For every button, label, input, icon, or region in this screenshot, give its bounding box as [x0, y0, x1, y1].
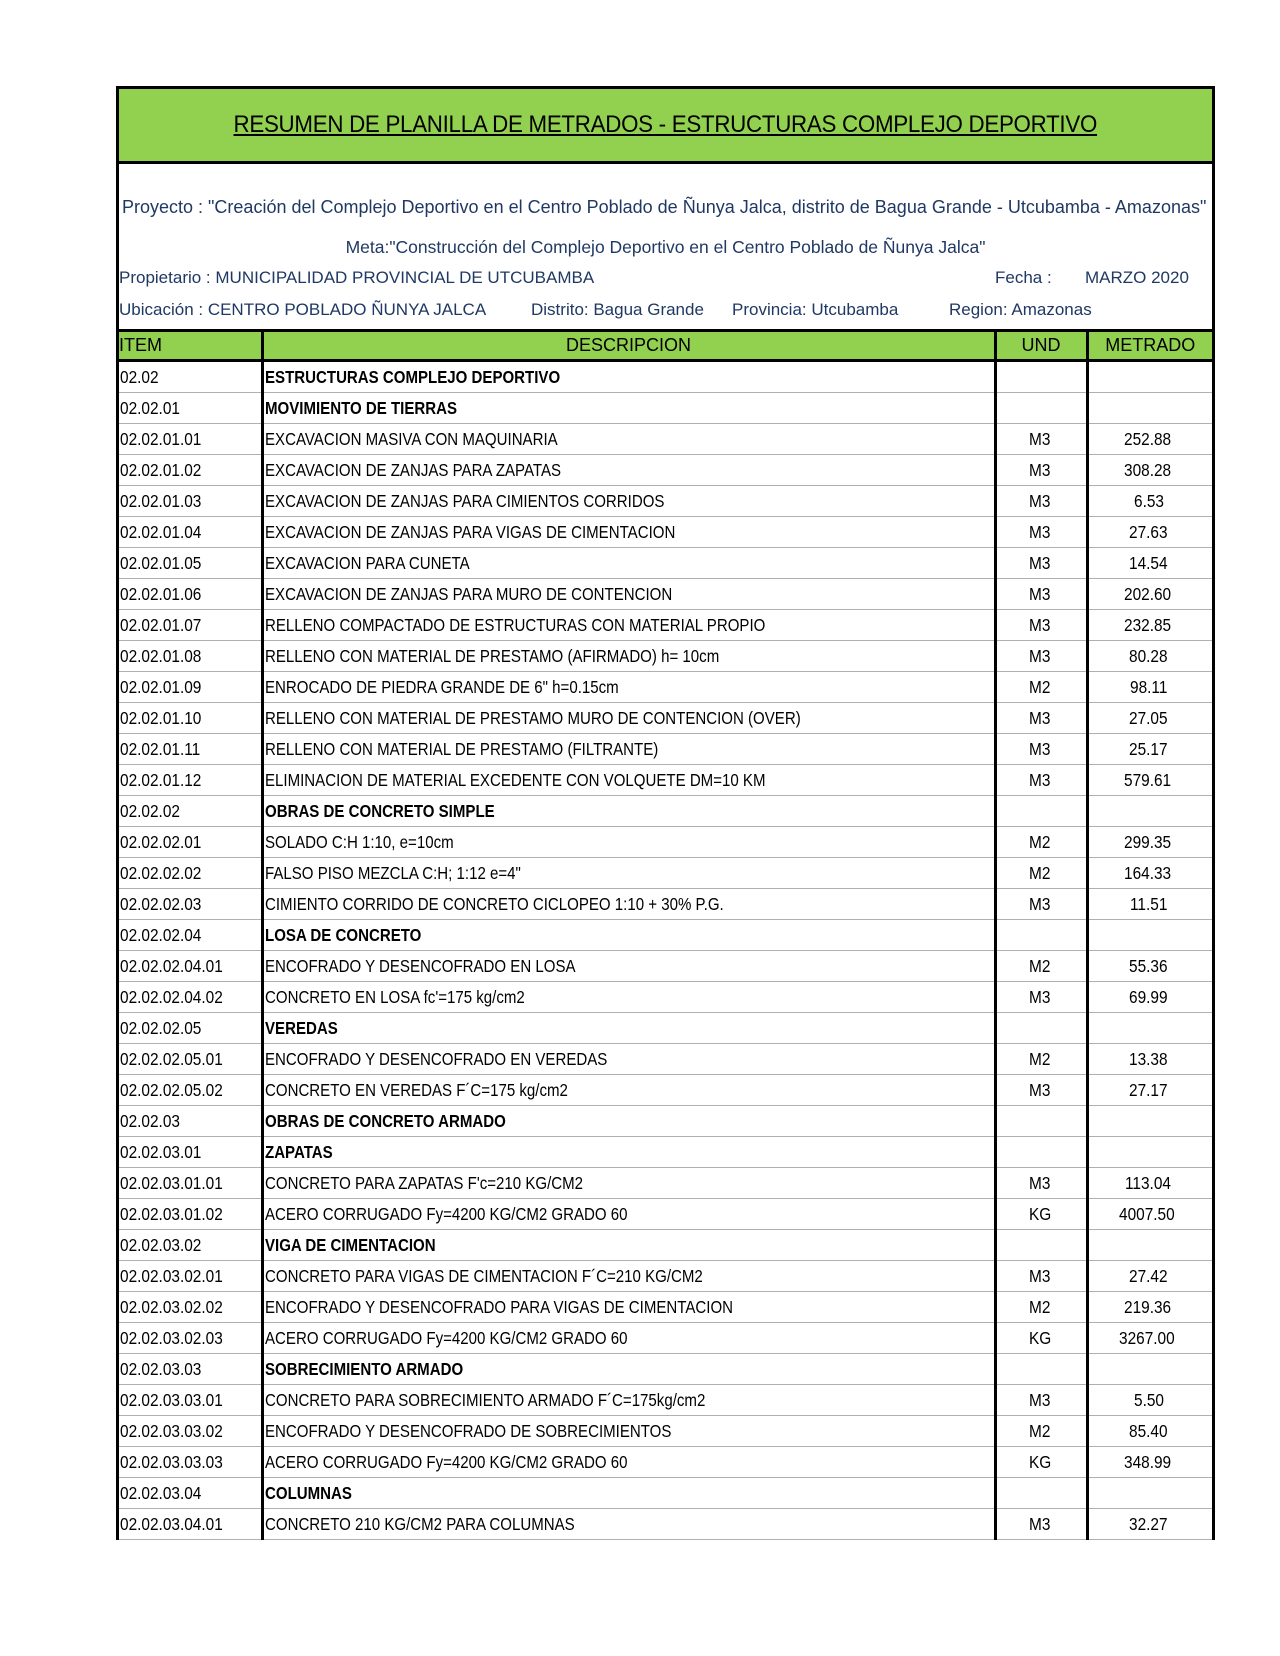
- table-row: [119, 641, 1212, 672]
- table-row: [119, 982, 1212, 1013]
- cell-und: M2: [995, 827, 1087, 858]
- cell-description: EXCAVACION DE ZANJAS PARA CIMIENTOS CORRIDOS: [262, 486, 995, 517]
- cell-description: CONCRETO EN LOSA fc'=175 kg/cm2: [262, 982, 995, 1013]
- cell-item: 02.02.02.04.01: [119, 951, 262, 982]
- cell-item: 02.02.03.02.01: [119, 1261, 262, 1292]
- table-header: [119, 331, 1212, 361]
- table-row: [119, 361, 1212, 393]
- cell-metrado: 113.04: [1087, 1168, 1212, 1199]
- cell-und: M3: [995, 455, 1087, 486]
- cell-item: 02.02.03.01.02: [119, 1199, 262, 1230]
- cell-metrado: 5.50: [1087, 1385, 1212, 1416]
- cell-metrado: 27.17: [1087, 1075, 1212, 1106]
- cell-item: 02.02.03.03.03: [119, 1447, 262, 1478]
- cell-und: M3: [995, 889, 1087, 920]
- cell-und: M2: [995, 1416, 1087, 1447]
- cell-und: [995, 1354, 1087, 1385]
- cell-item: 02.02.03: [119, 1106, 262, 1137]
- cell-metrado: 11.51: [1087, 889, 1212, 920]
- cell-metrado: 299.35: [1087, 827, 1212, 858]
- metrados-sheet: [116, 86, 1215, 1540]
- cell-und: M2: [995, 858, 1087, 889]
- cell-metrado: [1087, 1478, 1212, 1509]
- date-label: Fecha :: [995, 268, 1052, 287]
- cell-item: 02.02.03.04: [119, 1478, 262, 1509]
- table-row: [119, 548, 1212, 579]
- cell-description: VIGA DE CIMENTACION: [262, 1230, 995, 1261]
- cell-metrado: 348.99: [1087, 1447, 1212, 1478]
- table-row: [119, 1416, 1212, 1447]
- table-row: [119, 672, 1212, 703]
- date-value: MARZO 2020: [1085, 268, 1189, 287]
- cell-und: M2: [995, 1292, 1087, 1323]
- cell-item: 02.02.01.04: [119, 517, 262, 548]
- cell-item: 02.02.02: [119, 796, 262, 827]
- cell-metrado: 80.28: [1087, 641, 1212, 672]
- cell-metrado: [1087, 1354, 1212, 1385]
- sheet-title: RESUMEN DE PLANILLA DE METRADOS - ESTRUCTURAS COMPLEJO DEPORTIVO: [233, 111, 1098, 138]
- cell-metrado: 27.63: [1087, 517, 1212, 548]
- cell-description: CONCRETO 210 KG/CM2 PARA COLUMNAS: [262, 1509, 995, 1540]
- cell-und: M3: [995, 1509, 1087, 1540]
- table-row: [119, 1230, 1212, 1261]
- cell-und: M2: [995, 1044, 1087, 1075]
- cell-und: KG: [995, 1447, 1087, 1478]
- col-header-item: ITEM: [119, 331, 262, 361]
- cell-und: M3: [995, 641, 1087, 672]
- table-row: [119, 1323, 1212, 1354]
- cell-metrado: [1087, 1230, 1212, 1261]
- district-line: Distrito: Bagua Grande: [531, 300, 704, 319]
- cell-und: M3: [995, 424, 1087, 455]
- table-row: [119, 734, 1212, 765]
- cell-und: M2: [995, 951, 1087, 982]
- cell-description: CIMIENTO CORRIDO DE CONCRETO CICLOPEO 1:10 + 30% P.G.: [262, 889, 995, 920]
- table-row: [119, 1168, 1212, 1199]
- cell-description: ELIMINACION DE MATERIAL EXCEDENTE CON VOLQUETE DM=10 KM: [262, 765, 995, 796]
- table-row: [119, 1385, 1212, 1416]
- cell-metrado: 27.05: [1087, 703, 1212, 734]
- owner-line: Propietario : MUNICIPALIDAD PROVINCIAL DE UTCUBAMBA: [119, 268, 595, 287]
- cell-item: 02.02.01.08: [119, 641, 262, 672]
- cell-metrado: 252.88: [1087, 424, 1212, 455]
- cell-und: M2: [995, 672, 1087, 703]
- cell-description: COLUMNAS: [262, 1478, 995, 1509]
- cell-item: 02.02.01.03: [119, 486, 262, 517]
- cell-und: [995, 361, 1087, 393]
- cell-item: 02.02.03.03: [119, 1354, 262, 1385]
- cell-description: ENCOFRADO Y DESENCOFRADO EN VEREDAS: [262, 1044, 995, 1075]
- table-row: [119, 1044, 1212, 1075]
- cell-description: FALSO PISO MEZCLA C:H; 1:12 e=4": [262, 858, 995, 889]
- cell-description: ACERO CORRUGADO Fy=4200 KG/CM2 GRADO 60: [262, 1199, 995, 1230]
- cell-item: 02.02.02.05.02: [119, 1075, 262, 1106]
- col-header-und: UND: [995, 331, 1087, 361]
- cell-und: M3: [995, 703, 1087, 734]
- table-row: [119, 920, 1212, 951]
- cell-und: M3: [995, 734, 1087, 765]
- metrados-table: [119, 329, 1212, 1540]
- cell-metrado: [1087, 1013, 1212, 1044]
- cell-und: [995, 920, 1087, 951]
- table-row: [119, 1509, 1212, 1540]
- table-row: [119, 1261, 1212, 1292]
- cell-und: M3: [995, 486, 1087, 517]
- table-body: [119, 361, 1212, 1540]
- cell-description: ENCOFRADO Y DESENCOFRADO EN LOSA: [262, 951, 995, 982]
- cell-und: M3: [995, 517, 1087, 548]
- cell-item: 02.02.03.04.01: [119, 1509, 262, 1540]
- table-row: [119, 1478, 1212, 1509]
- table-row: [119, 424, 1212, 455]
- cell-description: SOBRECIMIENTO ARMADO: [262, 1354, 995, 1385]
- cell-description: CONCRETO EN VEREDAS F´C=175 kg/cm2: [262, 1075, 995, 1106]
- cell-metrado: 13.38: [1087, 1044, 1212, 1075]
- cell-description: EXCAVACION MASIVA CON MAQUINARIA: [262, 424, 995, 455]
- cell-description: RELLENO COMPACTADO DE ESTRUCTURAS CON MATERIAL PROPIO: [262, 610, 995, 641]
- table-row: [119, 1106, 1212, 1137]
- cell-description: ACERO CORRUGADO Fy=4200 KG/CM2 GRADO 60: [262, 1323, 995, 1354]
- project-line: Proyecto : "Creación del Complejo Deportivo en el Centro Poblado de Ñunya Jalca, distrito de Bagua Grande - Utcubamba - Amazonas": [122, 197, 1207, 217]
- cell-metrado: 308.28: [1087, 455, 1212, 486]
- cell-und: M3: [995, 1385, 1087, 1416]
- cell-description: LOSA DE CONCRETO: [262, 920, 995, 951]
- cell-description: CONCRETO PARA SOBRECIMIENTO ARMADO F´C=175kg/cm2: [262, 1385, 995, 1416]
- project-info: [119, 164, 1212, 329]
- cell-item: 02.02.02.01: [119, 827, 262, 858]
- cell-metrado: 98.11: [1087, 672, 1212, 703]
- cell-item: 02.02.03.02.03: [119, 1323, 262, 1354]
- table-row: [119, 1447, 1212, 1478]
- cell-item: 02.02.01.10: [119, 703, 262, 734]
- cell-description: RELLENO CON MATERIAL DE PRESTAMO MURO DE CONTENCION (OVER): [262, 703, 995, 734]
- cell-und: M3: [995, 579, 1087, 610]
- cell-description: SOLADO C:H 1:10, e=10cm: [262, 827, 995, 858]
- cell-metrado: 219.36: [1087, 1292, 1212, 1323]
- cell-und: KG: [995, 1323, 1087, 1354]
- cell-metrado: [1087, 920, 1212, 951]
- location-line: Ubicación : CENTRO POBLADO ÑUNYA JALCA: [119, 300, 487, 319]
- cell-und: [995, 1230, 1087, 1261]
- cell-metrado: 14.54: [1087, 548, 1212, 579]
- cell-metrado: 232.85: [1087, 610, 1212, 641]
- cell-und: KG: [995, 1199, 1087, 1230]
- cell-item: 02.02.01: [119, 393, 262, 424]
- table-row: [119, 765, 1212, 796]
- cell-item: 02.02.01.02: [119, 455, 262, 486]
- table-row: [119, 1013, 1212, 1044]
- cell-und: M3: [995, 765, 1087, 796]
- cell-description: RELLENO CON MATERIAL DE PRESTAMO (FILTRANTE): [262, 734, 995, 765]
- cell-metrado: 4007.50: [1087, 1199, 1212, 1230]
- cell-item: 02.02.01.11: [119, 734, 262, 765]
- cell-metrado: 25.17: [1087, 734, 1212, 765]
- region-line: Region: Amazonas: [949, 300, 1092, 319]
- cell-description: ESTRUCTURAS COMPLEJO DEPORTIVO: [262, 361, 995, 393]
- cell-description: CONCRETO PARA ZAPATAS F'c=210 KG/CM2: [262, 1168, 995, 1199]
- cell-item: 02.02.02.03: [119, 889, 262, 920]
- table-row: [119, 455, 1212, 486]
- table-row: [119, 610, 1212, 641]
- cell-metrado: 3267.00: [1087, 1323, 1212, 1354]
- cell-und: [995, 1013, 1087, 1044]
- table-row: [119, 1292, 1212, 1323]
- cell-und: M3: [995, 610, 1087, 641]
- cell-item: 02.02.01.01: [119, 424, 262, 455]
- table-row: [119, 486, 1212, 517]
- table-row: [119, 858, 1212, 889]
- cell-metrado: 27.42: [1087, 1261, 1212, 1292]
- cell-und: M3: [995, 982, 1087, 1013]
- cell-item: 02.02.02.02: [119, 858, 262, 889]
- cell-item: 02.02: [119, 361, 262, 393]
- cell-metrado: 55.36: [1087, 951, 1212, 982]
- cell-description: EXCAVACION PARA CUNETA: [262, 548, 995, 579]
- cell-metrado: 69.99: [1087, 982, 1212, 1013]
- cell-description: OBRAS DE CONCRETO SIMPLE: [262, 796, 995, 827]
- cell-metrado: 164.33: [1087, 858, 1212, 889]
- table-row: [119, 1199, 1212, 1230]
- cell-metrado: [1087, 361, 1212, 393]
- cell-item: 02.02.03.02.02: [119, 1292, 262, 1323]
- cell-item: 02.02.03.02: [119, 1230, 262, 1261]
- cell-metrado: 579.61: [1087, 765, 1212, 796]
- cell-description: VEREDAS: [262, 1013, 995, 1044]
- cell-metrado: 6.53: [1087, 486, 1212, 517]
- cell-und: [995, 1106, 1087, 1137]
- cell-item: 02.02.02.05.01: [119, 1044, 262, 1075]
- cell-metrado: 32.27: [1087, 1509, 1212, 1540]
- table-row: [119, 1137, 1212, 1168]
- cell-description: ENCOFRADO Y DESENCOFRADO PARA VIGAS DE CIMENTACION: [262, 1292, 995, 1323]
- table-row: [119, 889, 1212, 920]
- cell-item: 02.02.01.06: [119, 579, 262, 610]
- cell-item: 02.02.01.05: [119, 548, 262, 579]
- cell-item: 02.02.03.03.01: [119, 1385, 262, 1416]
- col-header-metrado: METRADO: [1087, 331, 1212, 361]
- cell-metrado: [1087, 1137, 1212, 1168]
- cell-description: OBRAS DE CONCRETO ARMADO: [262, 1106, 995, 1137]
- cell-description: EXCAVACION DE ZANJAS PARA ZAPATAS: [262, 455, 995, 486]
- cell-description: RELLENO CON MATERIAL DE PRESTAMO (AFIRMADO) h= 10cm: [262, 641, 995, 672]
- cell-und: M3: [995, 548, 1087, 579]
- cell-description: ZAPATAS: [262, 1137, 995, 1168]
- cell-item: 02.02.01.12: [119, 765, 262, 796]
- table-row: [119, 796, 1212, 827]
- table-row: [119, 393, 1212, 424]
- cell-item: 02.02.03.01.01: [119, 1168, 262, 1199]
- cell-item: 02.02.01.09: [119, 672, 262, 703]
- cell-item: 02.02.01.07: [119, 610, 262, 641]
- cell-description: EXCAVACION DE ZANJAS PARA VIGAS DE CIMENTACION: [262, 517, 995, 548]
- table-row: [119, 951, 1212, 982]
- province-line: Provincia: Utcubamba: [732, 300, 899, 319]
- table-row: [119, 517, 1212, 548]
- cell-item: 02.02.03.01: [119, 1137, 262, 1168]
- table-row: [119, 1354, 1212, 1385]
- cell-und: M3: [995, 1075, 1087, 1106]
- cell-und: [995, 393, 1087, 424]
- cell-metrado: 85.40: [1087, 1416, 1212, 1447]
- cell-metrado: [1087, 796, 1212, 827]
- cell-metrado: [1087, 1106, 1212, 1137]
- table-row: [119, 703, 1212, 734]
- meta-line: Meta:"Construcción del Complejo Deportivo en el Centro Poblado de Ñunya Jalca": [345, 237, 986, 257]
- cell-description: EXCAVACION DE ZANJAS PARA MURO DE CONTENCION: [262, 579, 995, 610]
- cell-und: M3: [995, 1261, 1087, 1292]
- cell-metrado: 202.60: [1087, 579, 1212, 610]
- cell-und: M3: [995, 1168, 1087, 1199]
- cell-item: 02.02.02.04.02: [119, 982, 262, 1013]
- table-row: [119, 1075, 1212, 1106]
- table-row: [119, 579, 1212, 610]
- cell-item: 02.02.02.05: [119, 1013, 262, 1044]
- cell-description: CONCRETO PARA VIGAS DE CIMENTACION F´C=210 KG/CM2: [262, 1261, 995, 1292]
- table-row: [119, 827, 1212, 858]
- cell-und: [995, 796, 1087, 827]
- cell-item: 02.02.02.04: [119, 920, 262, 951]
- cell-item: 02.02.03.03.02: [119, 1416, 262, 1447]
- cell-metrado: [1087, 393, 1212, 424]
- cell-description: ENROCADO DE PIEDRA GRANDE DE 6" h=0.15cm: [262, 672, 995, 703]
- title-bar: [119, 89, 1212, 164]
- cell-description: ACERO CORRUGADO Fy=4200 KG/CM2 GRADO 60: [262, 1447, 995, 1478]
- col-header-descripcion: DESCRIPCION: [262, 331, 995, 361]
- cell-und: [995, 1478, 1087, 1509]
- cell-und: [995, 1137, 1087, 1168]
- cell-description: MOVIMIENTO DE TIERRAS: [262, 393, 995, 424]
- cell-description: ENCOFRADO Y DESENCOFRADO DE SOBRECIMIENTOS: [262, 1416, 995, 1447]
